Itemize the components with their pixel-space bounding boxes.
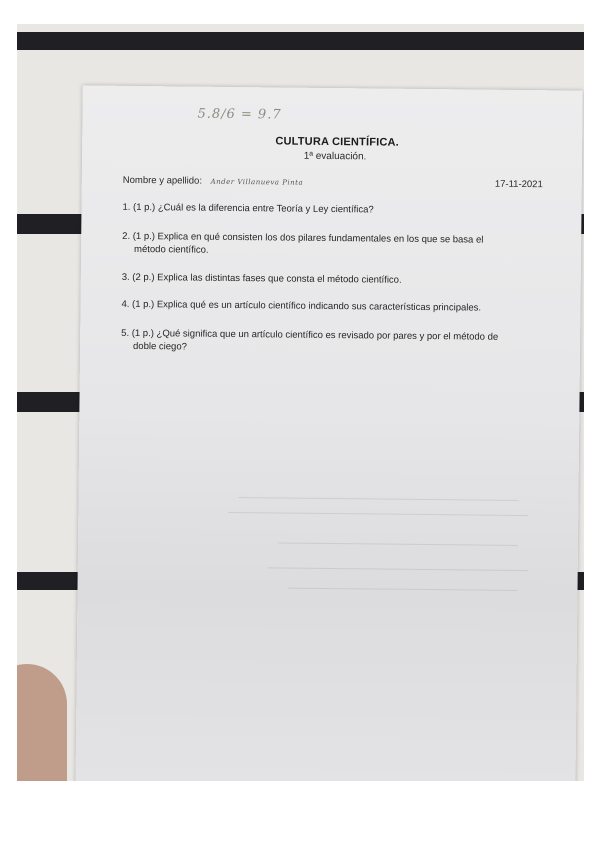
show-through-line — [268, 567, 528, 571]
question-text-cont: doble ciego? — [132, 340, 187, 353]
show-through-line — [238, 497, 518, 501]
question-3 — [122, 271, 544, 288]
question-5 — [121, 327, 543, 357]
exam-title: CULTURA CIENTÍFICA. — [275, 135, 400, 149]
exam-date: 17-11-2021 — [494, 178, 543, 191]
question-text: 3. (2 p.) Explica las distintas fases que consta el método científico. — [121, 271, 402, 286]
exam-subtitle: 1ª evaluación. — [303, 150, 367, 163]
shirt-stripe — [17, 32, 584, 50]
question-text: 2. (1 p.) Explica en qué consisten los dos pilares fundamentales en los que se basa el — [122, 230, 484, 246]
show-through-line — [228, 512, 528, 516]
question-2 — [122, 230, 544, 260]
show-through-line — [278, 542, 518, 546]
question-4 — [121, 298, 543, 315]
photo-background — [17, 24, 584, 781]
handwritten-score: 5.8/6 = 9.7 — [197, 106, 282, 123]
question-1 — [122, 201, 544, 218]
exam-sheet — [75, 85, 583, 781]
question-text-cont: método científico. — [134, 243, 209, 256]
hand — [17, 664, 67, 781]
student-name: Ander Villanueva Pinta — [210, 177, 304, 187]
name-label: Nombre y apellido: — [122, 174, 203, 187]
show-through-line — [288, 588, 518, 591]
name-row — [123, 175, 543, 190]
question-text: 1. (1 p.) ¿Cuál es la diferencia entre Teoría y Ley científica? — [122, 201, 374, 216]
question-text: 5. (1 p.) ¿Qué significa que un artículo científico es revisado por pares y por el método de — [121, 327, 499, 343]
question-text: 4. (1 p.) Explica qué es un artículo científico indicando sus características principales. — [121, 298, 482, 314]
